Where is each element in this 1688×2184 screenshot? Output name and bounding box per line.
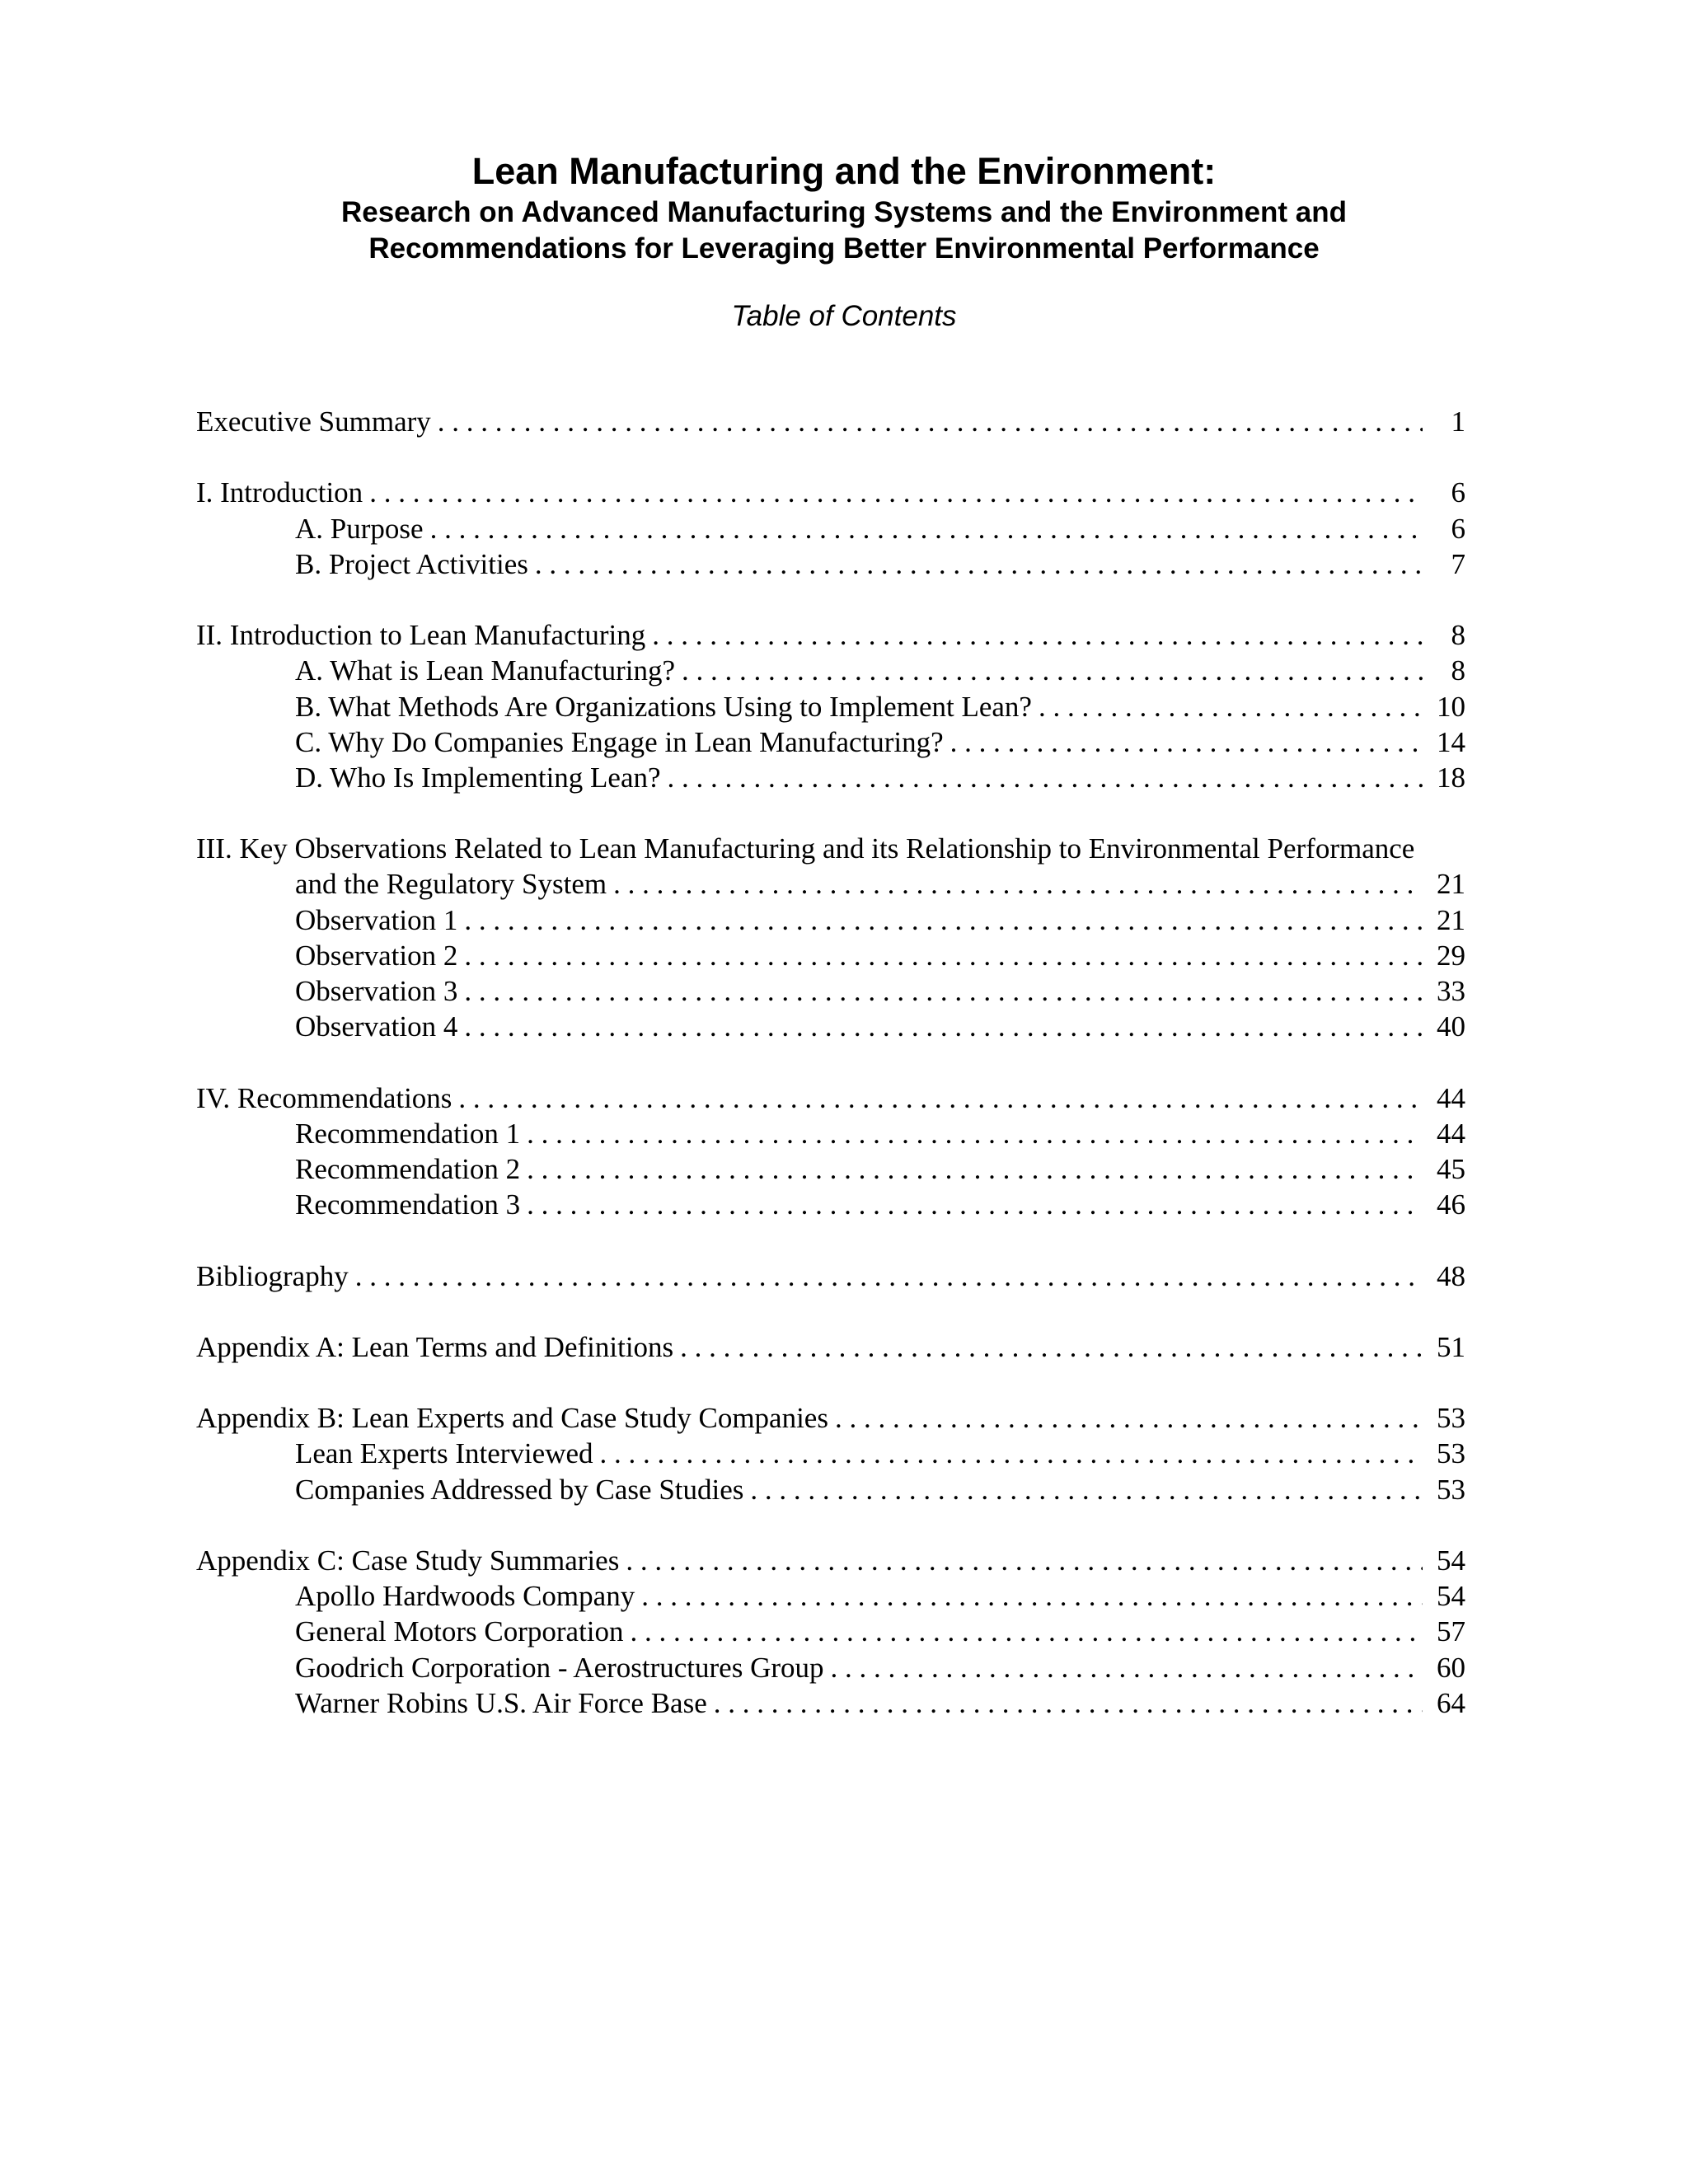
toc-entry-introduction[interactable] xyxy=(196,475,1465,510)
toc-entry-label: Lean Experts Interviewed xyxy=(295,1436,600,1471)
toc-entry-project-activities[interactable] xyxy=(196,546,1465,582)
toc-entry-observation-3[interactable] xyxy=(196,973,1465,1009)
dot-leader xyxy=(527,1116,1423,1151)
dot-leader xyxy=(831,1650,1423,1685)
toc-entry-label: Executive Summary xyxy=(196,404,438,439)
toc-entry-label: A. What is Lean Manufacturing? xyxy=(295,653,682,688)
dot-leader xyxy=(680,1329,1423,1365)
toc-page-number: 53 xyxy=(1423,1400,1465,1436)
dot-leader xyxy=(668,760,1423,795)
toc-entry-observations-heading[interactable] xyxy=(196,831,1465,866)
toc-entry-label: B. What Methods Are Organizations Using to Implement Lean? xyxy=(295,689,1039,724)
toc-page-number: 29 xyxy=(1423,938,1465,973)
toc-entry-observations-regulatory[interactable] xyxy=(196,866,1465,902)
toc-page-number: 54 xyxy=(1423,1543,1465,1578)
toc-entry-goodrich[interactable] xyxy=(196,1650,1465,1685)
toc-page-number: 10 xyxy=(1423,689,1465,724)
toc-entry-observation-4[interactable] xyxy=(196,1009,1465,1044)
toc-entry-general-motors[interactable] xyxy=(196,1614,1465,1649)
dot-leader xyxy=(641,1578,1423,1614)
toc-entry-methods[interactable] xyxy=(196,689,1465,724)
document-subtitle-line-1: Research on Advanced Manufacturing Systems and the Environment and xyxy=(340,196,1348,228)
toc-page-number: 44 xyxy=(1423,1116,1465,1151)
toc-entry-label: Appendix A: Lean Terms and Definitions xyxy=(196,1329,680,1365)
dot-leader xyxy=(464,902,1423,938)
toc-entry-label: C. Why Do Companies Engage in Lean Manufacturing? xyxy=(295,724,950,760)
toc-entry-label: General Motors Corporation xyxy=(295,1614,631,1649)
dot-leader xyxy=(527,1151,1423,1187)
toc-entry-appendix-b[interactable] xyxy=(196,1400,1465,1436)
toc-entry-recommendation-2[interactable] xyxy=(196,1151,1465,1187)
toc-entry-label: Observation 1 xyxy=(295,902,464,938)
dot-leader xyxy=(652,617,1423,653)
toc-entry-recommendation-1[interactable] xyxy=(196,1116,1465,1151)
toc-page-number: 8 xyxy=(1423,617,1465,653)
toc-entry-label: Recommendation 2 xyxy=(295,1151,527,1187)
toc-entry-label: Appendix B: Lean Experts and Case Study Companies xyxy=(196,1400,835,1436)
toc-entry-label: Observation 3 xyxy=(295,973,464,1009)
toc-entry-observation-2[interactable] xyxy=(196,938,1465,973)
toc-page-number: 60 xyxy=(1423,1650,1465,1685)
toc-entry-observation-1[interactable] xyxy=(196,902,1465,938)
toc-page-number: 8 xyxy=(1423,653,1465,688)
dot-leader xyxy=(438,404,1423,439)
toc-entry-label: Appendix C: Case Study Summaries xyxy=(196,1543,626,1578)
toc-entry-lean-experts[interactable] xyxy=(196,1436,1465,1471)
toc-page-number: 44 xyxy=(1423,1080,1465,1116)
toc-page-number: 40 xyxy=(1423,1009,1465,1044)
dot-leader xyxy=(527,1187,1423,1222)
toc-page-number: 53 xyxy=(1423,1436,1465,1471)
toc-entry-label: Companies Addressed by Case Studies xyxy=(295,1472,750,1507)
toc-entry-apollo-hardwoods[interactable] xyxy=(196,1578,1465,1614)
toc-entry-label: Recommendation 1 xyxy=(295,1116,527,1151)
toc-page-number: 6 xyxy=(1423,511,1465,546)
toc-entry-companies-addressed[interactable] xyxy=(196,1472,1465,1507)
toc-page-number: 6 xyxy=(1423,475,1465,510)
toc-entry-label: Observation 4 xyxy=(295,1009,464,1044)
dot-leader xyxy=(950,724,1423,760)
toc-page-number: 21 xyxy=(1423,902,1465,938)
toc-entry-lean-intro[interactable] xyxy=(196,617,1465,653)
toc-page-number: 33 xyxy=(1423,973,1465,1009)
toc-page-number: 54 xyxy=(1423,1578,1465,1614)
dot-leader xyxy=(430,511,1423,546)
toc-page-number: 21 xyxy=(1423,866,1465,902)
toc-heading: Table of Contents xyxy=(731,300,957,332)
toc-page-number: 48 xyxy=(1423,1258,1465,1294)
dot-leader xyxy=(464,938,1423,973)
toc-entry-recommendations[interactable] xyxy=(196,1080,1465,1116)
toc-entry-label: Goodrich Corporation - Aerostructures Group xyxy=(295,1650,831,1685)
toc-entry-label: III. Key Observations Related to Lean Manufacturing and its Relationship to Environmental Performance xyxy=(196,832,1421,865)
toc-entry-recommendation-3[interactable] xyxy=(196,1187,1465,1222)
toc-entry-label: B. Project Activities xyxy=(295,546,535,582)
dot-leader xyxy=(355,1258,1423,1294)
toc-page-number: 53 xyxy=(1423,1472,1465,1507)
toc-entry-label: A. Purpose xyxy=(295,511,430,546)
toc-entry-appendix-c[interactable] xyxy=(196,1543,1465,1578)
toc-entry-label: D. Who Is Implementing Lean? xyxy=(295,760,668,795)
toc-entry-executive-summary[interactable] xyxy=(196,404,1465,439)
toc-page-number: 7 xyxy=(1423,546,1465,582)
toc-entry-label: IV. Recommendations xyxy=(196,1080,458,1116)
toc-entry-label: Apollo Hardwoods Company xyxy=(295,1578,641,1614)
toc-entry-who-implementing[interactable] xyxy=(196,760,1465,795)
dot-leader xyxy=(750,1472,1423,1507)
toc-page-number: 51 xyxy=(1423,1329,1465,1365)
toc-entry-what-is-lean[interactable] xyxy=(196,653,1465,688)
dot-leader xyxy=(369,475,1423,510)
dot-leader xyxy=(600,1436,1423,1471)
toc-page-number: 57 xyxy=(1423,1614,1465,1649)
toc-page-number: 64 xyxy=(1423,1685,1465,1721)
toc-entry-label: Observation 2 xyxy=(295,938,464,973)
toc-entry-label: II. Introduction to Lean Manufacturing xyxy=(196,617,652,653)
dot-leader xyxy=(714,1685,1423,1721)
document-title: Lean Manufacturing and the Environment: xyxy=(471,150,1217,192)
toc-entry-label: Bibliography xyxy=(196,1258,355,1294)
toc-entry-bibliography[interactable] xyxy=(196,1258,1465,1294)
toc-page-number: 18 xyxy=(1423,760,1465,795)
toc-entry-purpose[interactable] xyxy=(196,511,1465,546)
dot-leader xyxy=(682,653,1423,688)
table-of-contents xyxy=(196,404,1465,1721)
dot-leader xyxy=(626,1543,1423,1578)
document-subtitle-line-2: Recommendations for Leveraging Better Environmental Performance xyxy=(368,232,1320,265)
dot-leader xyxy=(631,1614,1423,1649)
toc-page-number: 14 xyxy=(1423,724,1465,760)
toc-page-number: 1 xyxy=(1423,404,1465,439)
dot-leader xyxy=(1039,689,1423,724)
toc-entry-label: Recommendation 3 xyxy=(295,1187,527,1222)
dot-leader xyxy=(458,1080,1423,1116)
toc-entry-appendix-a[interactable] xyxy=(196,1329,1465,1365)
toc-entry-label: I. Introduction xyxy=(196,475,369,510)
toc-page-number: 46 xyxy=(1423,1187,1465,1222)
dot-leader xyxy=(464,1009,1423,1044)
toc-entry-why-engage[interactable] xyxy=(196,724,1465,760)
toc-page-number: 45 xyxy=(1423,1151,1465,1187)
dot-leader xyxy=(464,973,1423,1009)
dot-leader xyxy=(535,546,1423,582)
toc-entry-label: and the Regulatory System xyxy=(295,866,613,902)
toc-entry-warner-robins[interactable] xyxy=(196,1685,1465,1721)
dot-leader xyxy=(835,1400,1423,1436)
dot-leader xyxy=(613,866,1423,902)
toc-entry-label: Warner Robins U.S. Air Force Base xyxy=(295,1685,714,1721)
